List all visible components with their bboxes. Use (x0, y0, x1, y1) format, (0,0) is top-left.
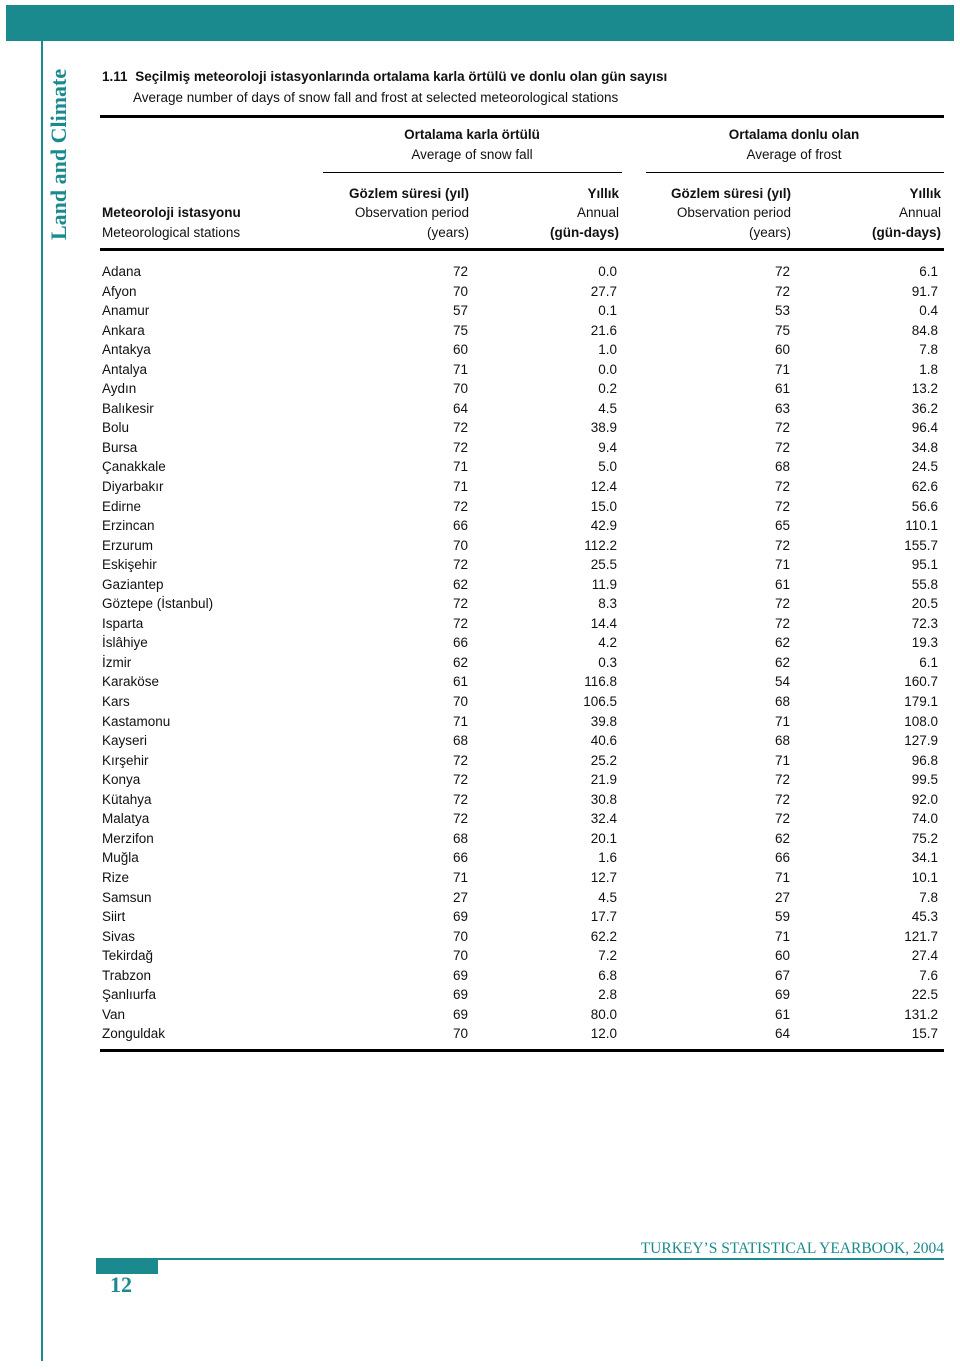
snow-obs-header-tr: Gözlem süresi (yıl) (348, 186, 469, 201)
frost-days-cell: 27.4 (911, 948, 938, 964)
snow-days-cell: 25.2 (590, 752, 617, 768)
snow-days-cell: 0.3 (598, 654, 617, 670)
frost-obs-cell: 72 (774, 264, 790, 279)
snow-obs-cell: 62 (452, 654, 468, 670)
station-name: Bolu (102, 420, 130, 436)
page-number: 12 (110, 1272, 132, 1297)
frost-obs-cell: 71 (774, 869, 790, 885)
table-title-en: Average number of days of snow fall and frost at selected meteorological stations (133, 90, 619, 105)
frost-days-cell: 36.2 (911, 400, 938, 416)
snow-days-cell: 1.6 (598, 850, 617, 866)
frost-group-header-en: Average of frost (746, 147, 842, 162)
frost-obs-cell: 66 (774, 850, 790, 866)
station-name: Samsun (102, 889, 152, 905)
snow-obs-cell: 70 (452, 948, 468, 964)
snow-days-cell: 39.8 (590, 713, 617, 729)
snow-days-cell: 7.2 (598, 948, 617, 964)
snow-days-cell: 4.2 (598, 635, 617, 651)
frost-obs-cell: 61 (774, 576, 790, 592)
table-row (102, 477, 942, 497)
snow-days-cell: 12.0 (590, 1026, 617, 1042)
frost-days-cell: 160.7 (904, 674, 938, 690)
table-row (102, 399, 942, 419)
table-body (102, 262, 942, 1044)
station-name: Anamur (102, 303, 150, 319)
table-title (102, 69, 667, 84)
station-name: Erzurum (102, 537, 154, 553)
table-row (102, 829, 942, 849)
frost-days-cell: 110.1 (905, 518, 938, 534)
frost-obs-cell: 72 (774, 498, 790, 514)
frost-obs-cell: 68 (774, 694, 790, 710)
table-row (102, 340, 942, 360)
snow-obs-cell: 70 (452, 928, 468, 944)
table-row (102, 692, 942, 712)
table-row (102, 594, 942, 614)
frost-days-cell: 131.2 (904, 1006, 938, 1022)
frost-days-cell: 84.8 (911, 322, 938, 338)
snow-annual-header-unit: (gün-days) (550, 225, 619, 240)
station-name: Eskişehir (102, 557, 157, 573)
frost-annual-header-tr: Yıllık (909, 186, 941, 201)
snow-obs-cell: 66 (452, 635, 468, 651)
station-header-tr: Meteoroloji istasyonu (102, 205, 241, 220)
frost-obs-cell: 60 (774, 342, 790, 358)
snow-days-cell: 4.5 (598, 889, 617, 905)
station-name: Göztepe (İstanbul) (102, 596, 214, 612)
frost-days-cell: 7.8 (919, 342, 938, 358)
snow-obs-cell: 72 (452, 772, 468, 788)
snow-obs-cell: 61 (452, 674, 468, 690)
station-header-en: Meteorological stations (102, 225, 241, 240)
table-row (102, 868, 942, 888)
table-row (102, 1005, 942, 1025)
snow-days-cell: 21.9 (590, 772, 617, 788)
frost-obs-cell: 72 (774, 537, 790, 553)
snow-days-cell: 0.2 (598, 381, 617, 397)
snow-obs-cell: 70 (452, 381, 468, 397)
snow-days-cell: 8.3 (598, 596, 617, 612)
frost-obs-cell: 63 (774, 400, 790, 416)
station-name: İzmir (102, 654, 132, 670)
snow-obs-cell: 70 (452, 1026, 468, 1042)
snow-days-cell: 5.0 (598, 459, 617, 475)
frost-obs-cell: 72 (774, 596, 790, 612)
snow-obs-cell: 69 (452, 967, 468, 983)
frost-obs-cell: 72 (774, 439, 790, 455)
snow-obs-cell: 57 (452, 303, 468, 319)
frost-days-cell: 13.2 (911, 381, 938, 397)
station-name: Tekirdağ (102, 948, 154, 964)
table-row (102, 282, 942, 302)
station-name: Antalya (102, 361, 148, 377)
snow-obs-cell: 72 (452, 752, 468, 768)
station-name: Kars (102, 694, 130, 710)
frost-days-cell: 19.3 (911, 635, 938, 651)
frost-obs-cell: 60 (774, 948, 790, 964)
frost-obs-cell: 71 (774, 928, 790, 944)
frost-days-cell: 0.4 (919, 303, 938, 319)
frost-days-cell: 96.8 (911, 752, 938, 768)
frost-days-cell: 20.5 (911, 596, 938, 612)
station-name: Adana (102, 264, 142, 279)
station-name: Çanakkale (102, 459, 166, 475)
frost-obs-cell: 67 (774, 967, 790, 983)
snow-days-cell: 25.5 (590, 557, 617, 573)
snow-days-cell: 21.6 (590, 322, 617, 338)
table-row (102, 672, 942, 692)
frost-days-cell: 91.7 (911, 283, 938, 299)
station-name: Antakya (102, 342, 151, 358)
snow-days-cell: 12.7 (590, 869, 617, 885)
station-name: Isparta (102, 615, 144, 631)
snow-obs-header-unit: (years) (426, 225, 469, 240)
frost-days-cell: 62.6 (911, 479, 938, 495)
snow-obs-cell: 72 (452, 420, 468, 436)
table-row (102, 985, 942, 1005)
frost-obs-cell: 68 (774, 459, 790, 475)
table-row (102, 966, 942, 986)
station-name: Siirt (102, 909, 126, 925)
snow-obs-header-en: Observation period (354, 205, 469, 220)
frost-obs-cell: 62 (774, 830, 790, 846)
snow-obs-cell: 69 (452, 909, 468, 925)
table-row (102, 379, 942, 399)
snow-obs-cell: 72 (452, 811, 468, 827)
snow-obs-cell: 71 (452, 869, 468, 885)
frost-annual-header-en: Annual (898, 205, 941, 220)
frost-obs-cell: 72 (774, 283, 790, 299)
frost-obs-cell: 64 (774, 1026, 790, 1042)
frost-obs-cell: 72 (774, 791, 790, 807)
station-name: Merzifon (102, 830, 154, 846)
station-name: Kastamonu (102, 713, 171, 729)
snow-days-cell: 42.9 (590, 518, 617, 534)
frost-obs-cell: 62 (774, 654, 790, 670)
side-rule (41, 41, 43, 1361)
snow-days-cell: 38.9 (590, 420, 617, 436)
station-name: Trabzon (102, 967, 152, 983)
station-name: Kırşehir (102, 752, 149, 768)
snow-days-cell: 30.8 (590, 791, 617, 807)
table-row (102, 575, 942, 595)
snow-obs-cell: 62 (452, 576, 468, 592)
station-name: Aydın (102, 381, 137, 397)
frost-days-cell: 6.1 (919, 654, 938, 670)
station-name: Kütahya (102, 791, 152, 807)
snow-days-cell: 112.2 (584, 537, 617, 553)
station-name: Kayseri (102, 733, 148, 749)
table-row (102, 457, 942, 477)
station-name: Edirne (102, 498, 142, 514)
snow-obs-cell: 72 (452, 791, 468, 807)
frost-obs-cell: 68 (774, 733, 790, 749)
snow-days-cell: 17.7 (590, 909, 617, 925)
frost-days-cell: 22.5 (911, 987, 938, 1003)
frost-obs-cell: 62 (774, 635, 790, 651)
frost-group-rule (646, 172, 944, 173)
station-name: Balıkesir (102, 400, 154, 416)
frost-days-cell: 92.0 (911, 791, 938, 807)
frost-days-cell: 75.2 (911, 830, 938, 846)
snow-days-cell: 2.8 (598, 987, 617, 1003)
frost-days-cell: 7.8 (919, 889, 938, 905)
snow-days-cell: 0.0 (598, 361, 617, 377)
snow-days-cell: 62.2 (590, 928, 617, 944)
frost-days-cell: 127.9 (904, 733, 938, 749)
snow-days-cell: 9.4 (598, 439, 617, 455)
table-row (102, 731, 942, 751)
frost-days-cell: 99.5 (911, 772, 938, 788)
table-row (102, 262, 942, 282)
snow-days-cell: 1.0 (598, 342, 617, 358)
snow-days-cell: 6.8 (598, 967, 617, 983)
table-row (102, 516, 942, 536)
snow-obs-cell: 72 (452, 557, 468, 573)
table-row (102, 555, 942, 575)
table-row (102, 321, 942, 341)
frost-obs-header-tr: Gözlem süresi (yıl) (670, 186, 791, 201)
snow-group-header-en: Average of snow fall (411, 147, 533, 162)
frost-obs-cell: 59 (774, 909, 790, 925)
frost-obs-cell: 71 (774, 752, 790, 768)
snow-obs-cell: 72 (452, 439, 468, 455)
snow-obs-cell: 71 (452, 479, 468, 495)
snow-days-cell: 40.6 (590, 733, 617, 749)
table-row (102, 848, 942, 868)
frost-obs-cell: 71 (774, 361, 790, 377)
frost-days-cell: 34.8 (911, 439, 938, 455)
table-row (102, 907, 942, 927)
frost-days-cell: 45.3 (911, 909, 938, 925)
footer-rule (96, 1258, 944, 1260)
table-row (102, 1024, 942, 1044)
table-number: 1.11 (102, 69, 128, 84)
frost-obs-cell: 69 (774, 987, 790, 1003)
snow-days-cell: 4.5 (598, 400, 617, 416)
frost-days-cell: 56.6 (911, 498, 938, 514)
snow-obs-cell: 66 (452, 850, 468, 866)
snow-days-cell: 0.0 (598, 264, 617, 279)
frost-days-cell: 155.7 (904, 537, 938, 553)
table-row (102, 497, 942, 517)
snow-obs-cell: 69 (452, 987, 468, 1003)
station-name: Van (102, 1006, 126, 1022)
frost-days-cell: 72.3 (911, 615, 938, 631)
station-name: Afyon (102, 283, 137, 299)
table-row (102, 712, 942, 732)
snow-obs-cell: 71 (452, 713, 468, 729)
frost-days-cell: 1.8 (919, 361, 938, 377)
station-name: Konya (102, 772, 141, 788)
station-name: İslâhiye (102, 635, 148, 651)
table-row (102, 790, 942, 810)
table-row (102, 770, 942, 790)
table-row (102, 418, 942, 438)
snow-days-cell: 12.4 (590, 479, 617, 495)
snow-group-header-tr: Ortalama karla örtülü (404, 127, 540, 142)
frost-days-cell: 74.0 (911, 811, 938, 827)
snow-days-cell: 80.0 (590, 1006, 617, 1022)
frost-obs-cell: 72 (774, 615, 790, 631)
frost-days-cell: 10.1 (911, 869, 938, 885)
frost-obs-cell: 71 (774, 557, 790, 573)
snow-days-cell: 11.9 (591, 576, 617, 592)
snow-obs-cell: 72 (452, 264, 468, 279)
frost-obs-cell: 61 (774, 1006, 790, 1022)
snow-obs-cell: 68 (452, 733, 468, 749)
table-row (102, 633, 942, 653)
snow-days-cell: 0.1 (598, 303, 617, 319)
snow-obs-cell: 64 (452, 400, 468, 416)
frost-obs-cell: 61 (774, 381, 790, 397)
snow-days-cell: 32.4 (590, 811, 617, 827)
frost-days-cell: 179.1 (904, 694, 938, 710)
frost-obs-cell: 72 (774, 479, 790, 495)
section-title: Land and Climate (46, 68, 71, 240)
snow-obs-cell: 69 (452, 1006, 468, 1022)
snow-days-cell: 20.1 (590, 830, 617, 846)
table-row (102, 946, 942, 966)
frost-days-cell: 34.1 (911, 850, 938, 866)
frost-group-header-tr: Ortalama donlu olan (728, 127, 860, 142)
station-name: Rize (102, 869, 130, 885)
snow-obs-cell: 70 (452, 694, 468, 710)
table-row (102, 301, 942, 321)
frost-annual-header-unit: (gün-days) (872, 225, 941, 240)
frost-obs-cell: 71 (774, 713, 790, 729)
snow-obs-cell: 72 (452, 596, 468, 612)
snow-days-cell: 14.4 (590, 615, 617, 631)
table-row (102, 438, 942, 458)
snow-days-cell: 116.8 (584, 674, 617, 690)
snow-obs-cell: 72 (452, 498, 468, 514)
snow-obs-cell: 70 (452, 283, 468, 299)
snow-annual-header-en: Annual (576, 205, 619, 220)
station-name: Diyarbakır (102, 479, 164, 495)
table-row (102, 536, 942, 556)
frost-days-cell: 15.7 (911, 1026, 938, 1042)
station-name: Malatya (102, 811, 150, 827)
frost-days-cell: 95.1 (911, 557, 938, 573)
snow-obs-cell: 66 (452, 518, 468, 534)
frost-obs-cell: 75 (774, 322, 790, 338)
snow-days-cell: 15.0 (590, 498, 617, 514)
frost-days-cell: 121.7 (904, 928, 938, 944)
table-row (102, 809, 942, 829)
header-bottom-rule (100, 248, 944, 251)
snow-obs-cell: 71 (452, 459, 468, 475)
snow-days-cell: 27.7 (590, 283, 617, 299)
snow-obs-cell: 71 (452, 361, 468, 377)
yearbook-title: TURKEY’S STATISTICAL YEARBOOK, 2004 (640, 1240, 944, 1257)
snow-obs-cell: 75 (452, 322, 468, 338)
station-name: Erzincan (102, 518, 155, 534)
snow-obs-cell: 72 (452, 615, 468, 631)
frost-obs-cell: 65 (774, 518, 790, 534)
table-row (102, 927, 942, 947)
table-row (102, 888, 942, 908)
snow-annual-header-tr: Yıllık (587, 186, 619, 201)
station-name: Bursa (102, 439, 138, 455)
frost-obs-cell: 54 (774, 674, 790, 690)
station-name: Karaköse (102, 674, 160, 690)
snow-obs-cell: 27 (452, 889, 468, 905)
table-top-rule (100, 115, 944, 118)
snow-group-rule (323, 172, 622, 173)
table-bottom-rule (100, 1049, 944, 1052)
table-title-tr: Seçilmiş meteoroloji istasyonlarında ortalama karla örtülü ve donlu olan gün sayısı (135, 69, 668, 84)
table-row (102, 360, 942, 380)
frost-obs-header-en: Observation period (676, 205, 791, 220)
station-name: Şanlıurfa (102, 987, 157, 1003)
station-name: Muğla (102, 850, 139, 866)
frost-days-cell: 24.5 (911, 459, 938, 475)
frost-obs-cell: 72 (774, 811, 790, 827)
table-row (102, 614, 942, 634)
top-band (6, 5, 954, 41)
frost-days-cell: 55.8 (911, 576, 938, 592)
station-name: Sivas (102, 928, 136, 944)
snow-obs-cell: 68 (452, 830, 468, 846)
frost-days-cell: 6.1 (919, 264, 938, 279)
frost-days-cell: 7.6 (919, 967, 938, 983)
snow-days-cell: 106.5 (583, 694, 617, 710)
table-row (102, 751, 942, 771)
station-name: Ankara (102, 322, 145, 338)
snow-obs-cell: 60 (452, 342, 468, 358)
frost-obs-cell: 27 (774, 889, 790, 905)
frost-days-cell: 108.0 (904, 713, 938, 729)
snow-obs-cell: 70 (452, 537, 468, 553)
station-name: Gaziantep (102, 576, 164, 592)
frost-obs-cell: 72 (774, 420, 790, 436)
frost-obs-cell: 53 (774, 303, 790, 319)
frost-days-cell: 96.4 (911, 420, 938, 436)
table-row (102, 653, 942, 673)
frost-obs-cell: 72 (774, 772, 790, 788)
frost-obs-header-unit: (years) (748, 225, 791, 240)
station-name: Zonguldak (102, 1026, 166, 1042)
